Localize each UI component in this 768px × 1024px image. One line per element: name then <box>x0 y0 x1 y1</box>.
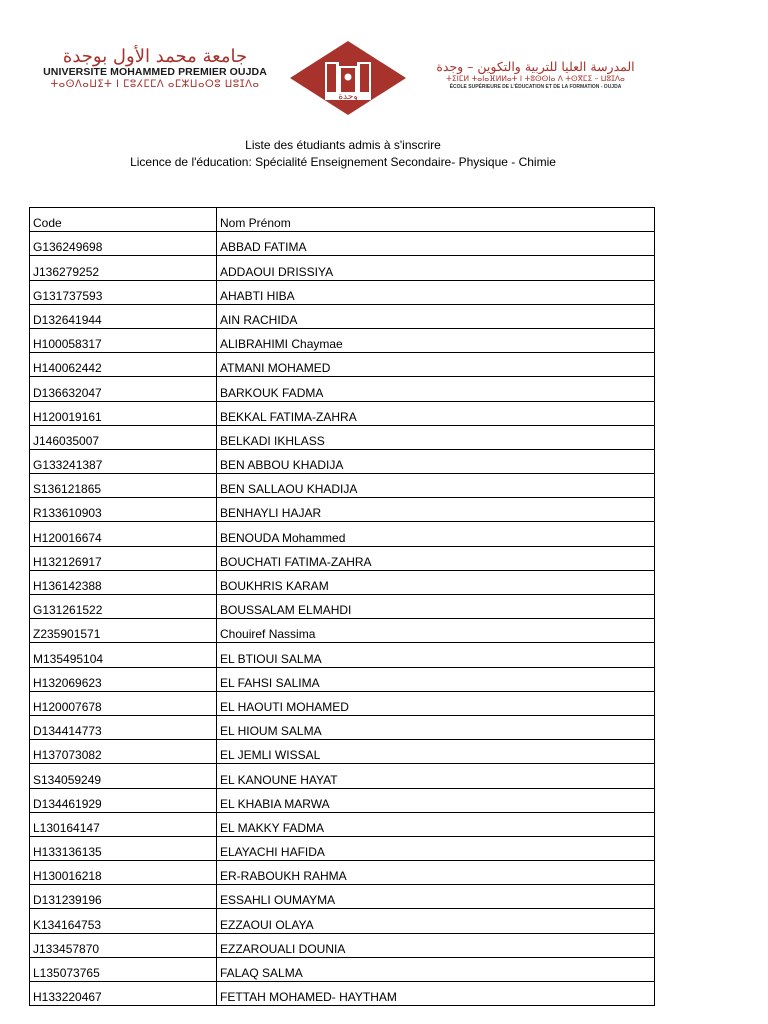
table-row <box>30 619 655 643</box>
student-code: H133220467 <box>30 982 217 1006</box>
university-header <box>30 48 280 91</box>
student-code: D134414773 <box>30 715 217 739</box>
school-name-tifinagh: ⵜⵉⵏⵎⵍ ⵜⴰⵏⴰⴼⵍⵍⴰⵜ ⵏ ⵜⵓⵙⵙⵏⴰ ⴷ ⵜⵙⴳⵎⵉ – ⵡⵓⵊⴷⴰ <box>446 74 625 83</box>
student-name: AIN RACHIDA <box>217 304 655 328</box>
student-name: ABBAD FATIMA <box>217 232 655 256</box>
student-name: ALIBRAHIMI Chaymae <box>217 328 655 352</box>
student-code: J136279252 <box>30 256 217 280</box>
student-name: EL JEMLI WISSAL <box>217 740 655 764</box>
student-name: EL HAOUTI MOHAMED <box>217 691 655 715</box>
table-row <box>30 401 655 425</box>
student-code: H130016218 <box>30 861 217 885</box>
school-name-french: ÉCOLE SUPÉRIEURE DE L'ÉDUCATION ET DE LA FORMATION - OUJDA <box>449 84 622 90</box>
table-row <box>30 546 655 570</box>
student-code: G131261522 <box>30 595 217 619</box>
student-name: FETTAH MOHAMED- HAYTHAM <box>217 982 655 1006</box>
student-name: EL HIOUM SALMA <box>217 715 655 739</box>
table-row <box>30 522 655 546</box>
student-code: S134059249 <box>30 764 217 788</box>
student-name: EZZAROUALI DOUNIA <box>217 933 655 957</box>
student-code: Z235901571 <box>30 619 217 643</box>
table-row <box>30 667 655 691</box>
student-name: BEKKAL FATIMA-ZAHRA <box>217 401 655 425</box>
table-row <box>30 933 655 957</box>
student-name: BEN SALLAOU KHADIJA <box>217 474 655 498</box>
table-row <box>30 232 655 256</box>
student-code: D136632047 <box>30 377 217 401</box>
university-name-arabic: جامعة محمد الأول بوجدة <box>62 46 248 67</box>
student-name: BELKADI IKHLASS <box>217 425 655 449</box>
table-row <box>30 885 655 909</box>
student-name: BOUSSALAM ELMAHDI <box>217 595 655 619</box>
table-row <box>30 982 655 1006</box>
table-row <box>30 691 655 715</box>
student-name: EL FAHSI SALIMA <box>217 667 655 691</box>
student-name: EL KANOUNE HAYAT <box>217 764 655 788</box>
student-name: BEN ABBOU KHADIJA <box>217 449 655 473</box>
header-name: Nom Prénom <box>217 208 655 232</box>
student-name: BARKOUK FADMA <box>217 377 655 401</box>
student-code: H120016674 <box>30 522 217 546</box>
student-code: J133457870 <box>30 933 217 957</box>
school-name-arabic: المدرسة العليا للتربية والتكوين – وجدة <box>436 59 635 74</box>
student-code: G131737593 <box>30 280 217 304</box>
student-name: EL MAKKY FADMA <box>217 812 655 836</box>
student-name: BENHAYLI HAJAR <box>217 498 655 522</box>
student-code: D131239196 <box>30 885 217 909</box>
table-row <box>30 812 655 836</box>
student-code: L135073765 <box>30 957 217 981</box>
table-row <box>30 377 655 401</box>
table-row <box>30 328 655 352</box>
table-header-row <box>30 208 655 232</box>
student-code: G133241387 <box>30 449 217 473</box>
university-name-french: UNIVERSITE MOHAMMED PREMIER OUJDA <box>43 66 267 78</box>
table-row <box>30 740 655 764</box>
students-table <box>29 207 655 1006</box>
table-row <box>30 474 655 498</box>
student-code: M135495104 <box>30 643 217 667</box>
table-row <box>30 788 655 812</box>
title-line-1: Liste des étudiants admis à s'inscrire <box>245 138 441 152</box>
student-code: D134461929 <box>30 788 217 812</box>
student-name: AHABTI HIBA <box>217 280 655 304</box>
table-row <box>30 280 655 304</box>
table-row <box>30 836 655 860</box>
student-name: BOUKHRIS KARAM <box>217 570 655 594</box>
school-logo <box>289 40 407 116</box>
student-name: EL BTIOUI SALMA <box>217 643 655 667</box>
student-code: H132126917 <box>30 546 217 570</box>
table-row <box>30 256 655 280</box>
table-row <box>30 498 655 522</box>
student-name: ER-RABOUKH RAHMA <box>217 861 655 885</box>
student-name: FALAQ SALMA <box>217 957 655 981</box>
table-row <box>30 449 655 473</box>
student-code: J146035007 <box>30 425 217 449</box>
student-code: H120007678 <box>30 691 217 715</box>
student-code: H120019161 <box>30 401 217 425</box>
student-name: BENOUDA Mohammed <box>217 522 655 546</box>
student-code: D132641944 <box>30 304 217 328</box>
student-name: BOUCHATI FATIMA-ZAHRA <box>217 546 655 570</box>
table-row <box>30 861 655 885</box>
student-name: EL KHABIA MARWA <box>217 788 655 812</box>
logo-text: وجدة <box>338 92 358 102</box>
table-row <box>30 353 655 377</box>
student-code: L130164147 <box>30 812 217 836</box>
student-code: H132069623 <box>30 667 217 691</box>
title-line-2: Licence de l'éducation: Spécialité Enseignement Secondaire- Physique - Chimie <box>130 155 556 169</box>
student-code: H137073082 <box>30 740 217 764</box>
student-code: K134164753 <box>30 909 217 933</box>
student-code: S136121865 <box>30 474 217 498</box>
table-row <box>30 909 655 933</box>
student-code: R133610903 <box>30 498 217 522</box>
table-row <box>30 425 655 449</box>
table-row <box>30 570 655 594</box>
university-name-tifinagh: ⵜⴰⵙⴷⴰⵡⵉⵜ ⵏ ⵎⵓⵃⵎⵎⴷ ⴰⵎⵣⵡⴰⵔⵓ ⵡⵓⵊⴷⴰ <box>50 79 260 90</box>
student-name: ESSAHLI OUMAYMA <box>217 885 655 909</box>
student-name: ADDAOUI DRISSIYA <box>217 256 655 280</box>
header-code: Code <box>30 208 217 232</box>
document-title <box>0 137 686 171</box>
table-row <box>30 764 655 788</box>
student-code: H133136135 <box>30 836 217 860</box>
school-header <box>413 60 658 91</box>
table-row <box>30 957 655 981</box>
student-code: G136249698 <box>30 232 217 256</box>
student-name: ATMANI MOHAMED <box>217 353 655 377</box>
students-table-wrapper <box>29 207 655 1006</box>
student-name: EZZAOUI OLAYA <box>217 909 655 933</box>
student-name: ELAYACHI HAFIDA <box>217 836 655 860</box>
table-row <box>30 595 655 619</box>
student-code: H100058317 <box>30 328 217 352</box>
student-code: H136142388 <box>30 570 217 594</box>
student-code: H140062442 <box>30 353 217 377</box>
table-row <box>30 643 655 667</box>
table-row <box>30 304 655 328</box>
student-name: Chouiref Nassima <box>217 619 655 643</box>
table-row <box>30 715 655 739</box>
